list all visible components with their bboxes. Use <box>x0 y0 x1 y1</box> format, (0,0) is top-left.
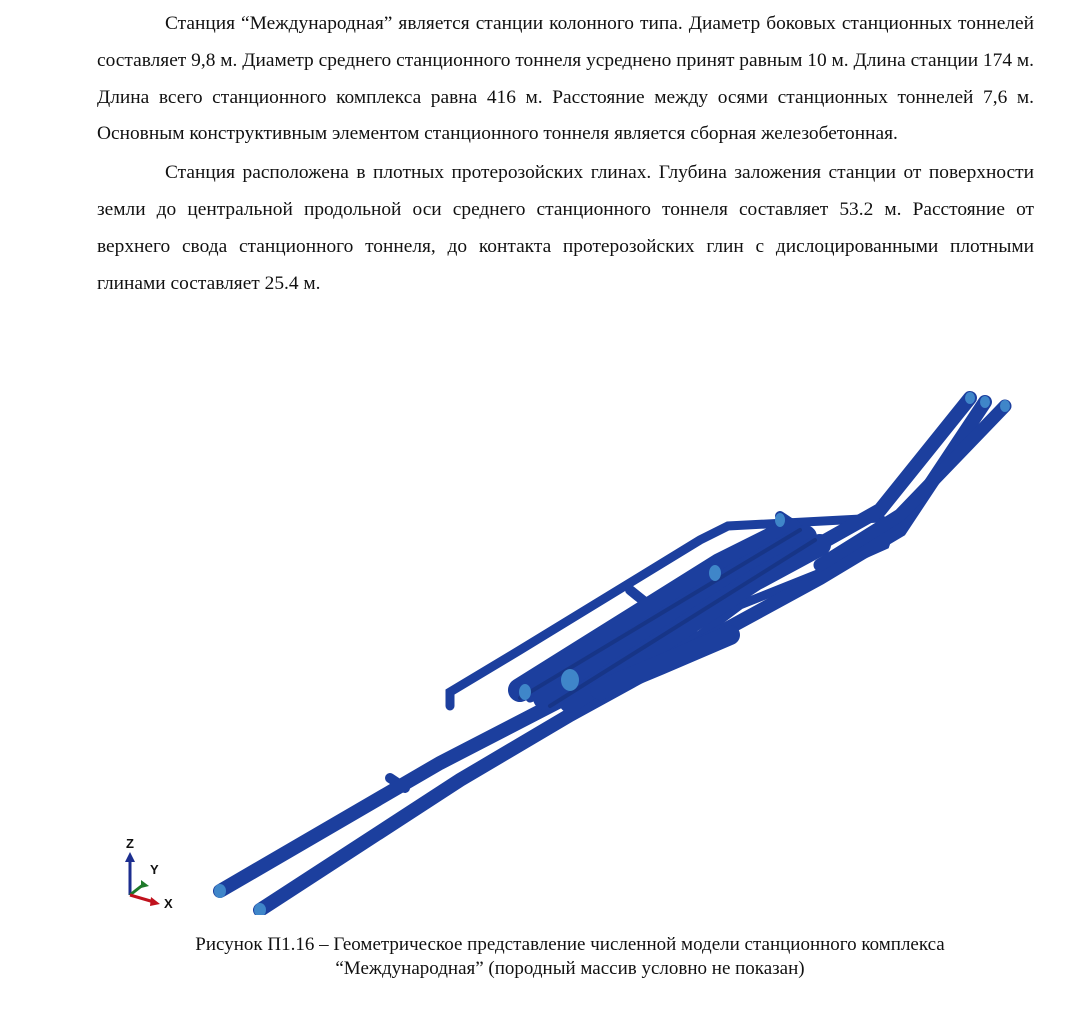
tunnel-end <box>965 392 975 404</box>
caption-line-2: “Международная” (породный массив условно не показан) <box>335 958 805 979</box>
figure-model <box>100 380 1040 915</box>
tunnel-joint <box>519 684 531 700</box>
tunnel-joint <box>561 669 579 691</box>
tunnel-end <box>980 396 990 408</box>
tunnel-end <box>214 884 226 898</box>
axis-z-label: Z <box>126 836 134 851</box>
figure-caption <box>0 933 1090 981</box>
axis-y-label: Y <box>150 862 159 877</box>
station-tunnel-shade <box>550 540 815 706</box>
axis-triad <box>125 836 173 911</box>
tunnel-joint <box>775 513 785 527</box>
caption-line-1: Рисунок П1.16 – Геометрическое представление численной модели станционного комплекса <box>195 934 945 955</box>
tunnel-model-render <box>100 380 1040 915</box>
axis-y-arrow <box>141 880 149 888</box>
paragraph-station-description: Станция “Международная” является станции колонного типа. Диаметр боковых станционных тоннелей составляет 9,8 м. Диаметр среднего станционного тоннеля усреднено принят равным 10 м. Длина станции 174 м. Длина всего станционного комплекса равна 416 м. Расстояние между осями станционных тоннелей 7,6 м. Основным конструктивным элементом станционного тоннеля является сборная железобетонная. <box>97 13 1034 145</box>
axis-x <box>130 895 154 902</box>
axis-x-arrow <box>150 897 160 906</box>
paragraph-station-geology: Станция расположена в плотных протерозойских глинах. Глубина заложения станции от поверхности земли до центральной продольной оси среднего станционного тоннеля составляет 53.2 м. Расстояние от верхнего свода станционного тоннеля, до контакта протерозойских глин с дислоцированными плотными глинами составляет 25.4 м. <box>97 162 1034 294</box>
body-text <box>97 6 1034 302</box>
axis-x-label: X <box>164 896 173 911</box>
tunnel-end <box>1000 400 1010 412</box>
station-tunnel-middle <box>545 537 805 698</box>
running-tunnel-third <box>820 406 1005 565</box>
axis-z-arrow <box>125 852 135 862</box>
tunnel-joint <box>709 565 721 581</box>
